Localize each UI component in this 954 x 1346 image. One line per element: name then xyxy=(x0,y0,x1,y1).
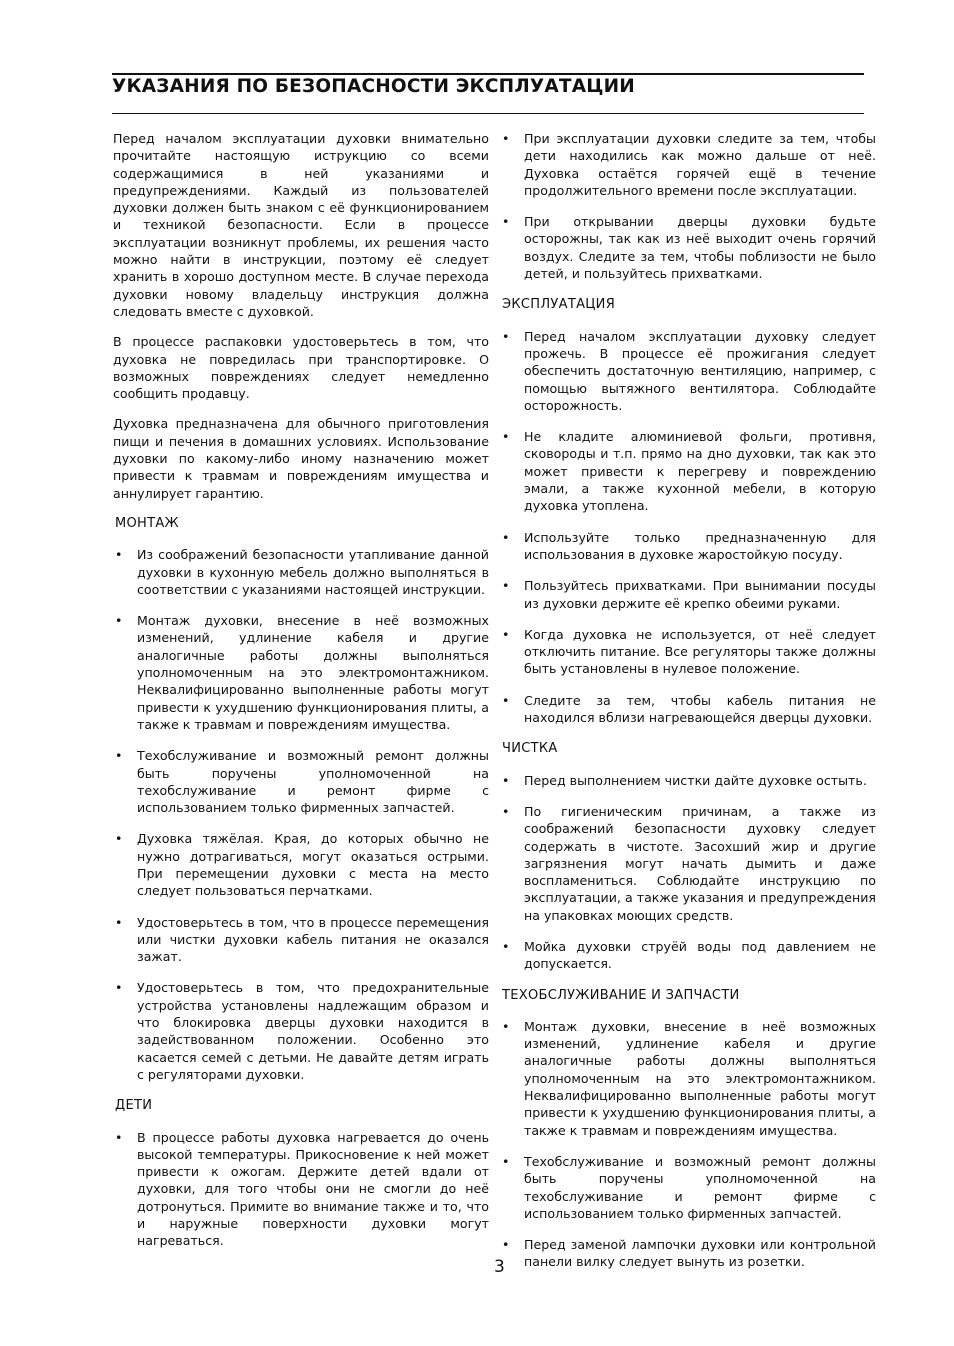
deti-continued-list xyxy=(500,130,876,282)
section-heading-montazh: МОНТАЖ xyxy=(115,515,179,531)
list-item: • Из соображений безопасности утапливание данной духовки в кухонную мебель должно выполняться в соответствии с указаниями настоящей инструкции. xyxy=(113,546,489,598)
list-item: • Удостоверьтесь в том, что в процессе перемещения или чистки духовки кабель питания не оказался зажат. xyxy=(113,914,489,966)
list-item: • Перед заменой лампочки духовки или контрольной панели вилку следует вынуть из розетки. xyxy=(500,1236,876,1271)
list-item: • Перед началом эксплуатации духовку следует прожечь. В процессе её прожигания следует обеспечить достаточную вентиляцию, например, с помощью вытяжного вентилятора. Соблюдайте осторожность. xyxy=(500,328,876,414)
list-item: • Используйте только предназначенную для использования в духовке жаростойкую посуду. xyxy=(500,529,876,564)
list-item: • Монтаж духовки, внесение в неё возможных изменений, удлинение кабеля и другие аналогичные работы должны выполняться уполномоченным на это электромонтажником. Неквалифицированно выполненные работы могут привести к ухудшению функционирования плиты, а также к травмам и повреждениям имущества. xyxy=(113,612,489,733)
page-number: 3 xyxy=(494,1257,505,1277)
section-heading-tehobsluzhivanie: ТЕХОБСЛУЖИВАНИЕ И ЗАПЧАСТИ xyxy=(502,987,740,1003)
list-item: • При эксплуатации духовки следите за тем, чтобы дети находились как можно дальше от неё. Духовка остаётся горячей ещё в течение продолжительного времени после эксплуатации. xyxy=(500,130,876,199)
chistka-list xyxy=(500,772,876,973)
section-heading-chistka: ЧИСТКА xyxy=(502,741,558,757)
title-underline xyxy=(112,113,864,114)
montazh-list xyxy=(113,546,489,1083)
top-rule xyxy=(112,73,864,75)
left-column xyxy=(113,130,489,1264)
list-item: • Монтаж духовки, внесение в неё возможных изменений, удлинение кабеля и другие аналогичные работы должны выполняться уполномоченным на это электромонтажником. Неквалифицированно выполненные работы могут привести к ухудшению функционирования плиты, а также к травмам и повреждениям имущества. xyxy=(500,1018,876,1139)
list-item: • Техобслуживание и возможный ремонт должны быть поручены уполномоченной на техобслуживание и ремонт фирме с использованием только фирменных запчастей. xyxy=(113,747,489,816)
list-item: • Духовка тяжёлая. Края, до которых обычно не нужно дотрагиваться, могут оказаться острыми. При перемещении духовки с места на место следует пользоваться перчатками. xyxy=(113,830,489,899)
list-item: • Перед выполнением чистки дайте духовке остыть. xyxy=(500,772,876,789)
intro-paragraph: Духовка предназначена для обычного приготовления пищи и печения в домашних условиях. Использование духовки по какому-либо иному назначению может привести к травмам и повреждениям имущества и аннулирует гарантию. xyxy=(113,416,489,501)
intro-paragraph: В процессе распаковки удостоверьтесь в том, что духовка не повредилась при транспортировке. О возможных повреждениях следует немедленно сообщить продавцу. xyxy=(113,334,489,402)
list-item: • Мойка духовки струёй воды под давлением не допускается. xyxy=(500,938,876,973)
right-column xyxy=(500,130,876,1285)
list-item: • Когда духовка не используется, от неё следует отключить питание. Все регуляторы также должны быть установлены в нулевое положение. xyxy=(500,626,876,678)
list-item: • В процессе работы духовка нагревается до очень высокой температуры. Прикосновение к ней может привести к ожогам. Держите детей вдали от духовки, для того чтобы они не смогли до неё дотронуться. Примите во внимание также и то, что и наружные поверхности духовки могут нагреваться. xyxy=(113,1129,489,1250)
list-item: • Пользуйтесь прихватками. При вынимании посуды из духовки держите её крепко обеими руками. xyxy=(500,577,876,612)
intro-paragraph: Перед началом эксплуатации духовки внимательно прочитайте настоящую иструкцию со всеми содержащимися в ней указаниями и предупреждениями. Каждый из пользователей духовки должен быть знаком с её функционированием и техникой безопасности. Если в процессе эксплуатации возникнут проблемы, их решения часто можно найти в инструкции, поэтому её следует хранить в хорошо доступном месте. В случае перехода духовки новому владельцу инструкция должна следовать вместе с духовкой. xyxy=(113,131,489,319)
deti-list xyxy=(113,1129,489,1250)
list-item: • Техобслуживание и возможный ремонт должны быть поручены уполномоченной на техобслуживание и ремонт фирме с использованием только фирменных запчастей. xyxy=(500,1153,876,1222)
list-item: • Не кладите алюминиевой фольги, противня, сковороды и т.п. прямо на дно духовки, так как это может привести к перегреву и повреждению эмали, а также кухонной мебели, в которую духовка утоплена. xyxy=(500,428,876,514)
page-title: УКАЗАНИЯ ПО БЕЗОПАСНОСТИ ЭКСПЛУАТАЦИИ xyxy=(112,76,635,97)
section-heading-deti: ДЕТИ xyxy=(115,1098,153,1114)
tehobsluzhivanie-list xyxy=(500,1018,876,1271)
list-item: • При открывании дверцы духовки будьте осторожны, так как из неё выходит очень горячий воздух. Следите за тем, чтобы поблизости не было детей, и пользуйтесь прихватками. xyxy=(500,213,876,282)
section-heading-ekspluataciya: ЭКСПЛУАТАЦИЯ xyxy=(502,297,616,313)
ekspluataciya-list xyxy=(500,328,876,727)
list-item: • Следите за тем, чтобы кабель питания не находился вблизи нагревающейся дверцы духовки. xyxy=(500,692,876,727)
list-item: • Удостоверьтесь в том, что предохранительные устройства установлены надлежащим образом и что блокировка дверцы духовки находится в задействованном положении. Особенно это касается семей с детьми. Не давайте детям играть с регуляторами духовки. xyxy=(113,979,489,1083)
list-item: • По гигиеническим причинам, а также из соображений безопасности духовку следует содержать в чистоте. Засохший жир и другие загрязнения могут начать дымить и даже воспламениться. Соблюдайте инструкцию по эксплуатации, а также указания и предупреждения на упаковках моющих средств. xyxy=(500,803,876,924)
